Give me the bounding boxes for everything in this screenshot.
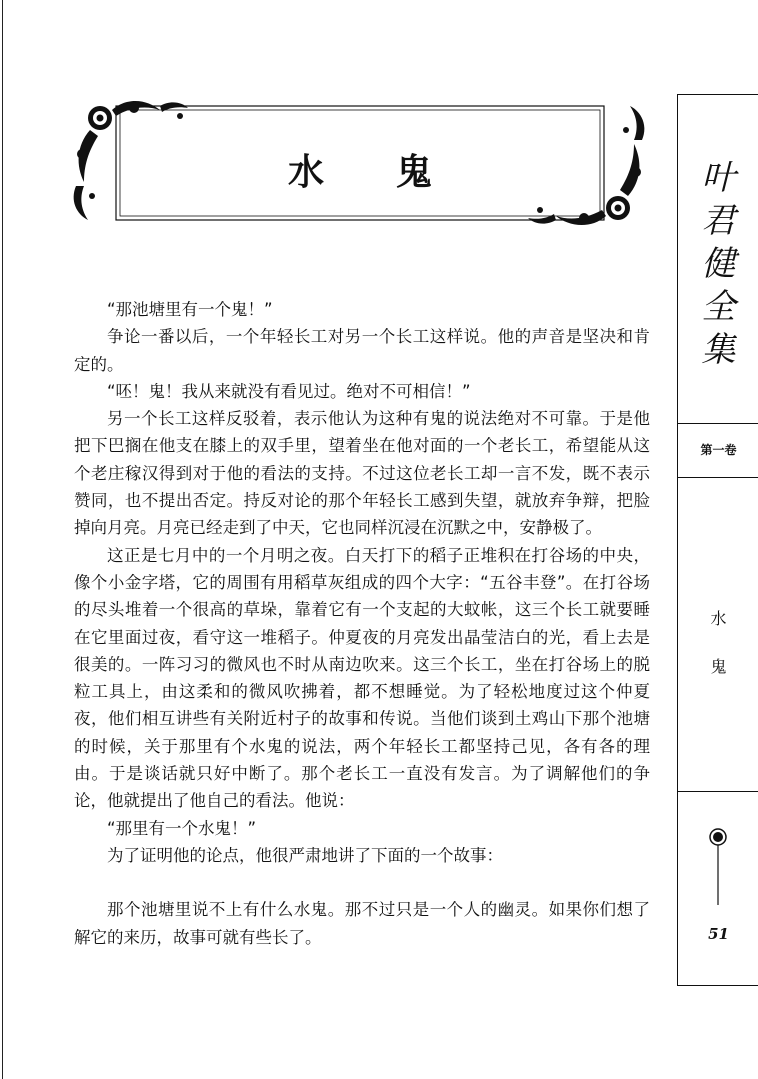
paragraph: 这正是七月中的一个月明之夜。白天打下的稻子正堆积在打谷场的中央，像个小金字塔，它的周围有用稻草灰组成的四个大字：“五谷丰登”。在打谷场的尽头堆着一个很高的草垛，靠着它有一个支起的大蚊帐，这三个长工就要睡在它里面过夜，看守这一堆稻子。仲夏夜的月亮发出晶莹洁白的光，看上去是很美的。一阵习习的微风也不时从南边吹来。这三个长工，坐在打谷场上的脱粒工具上，由这柔和的微风吹拂着，都不想睡觉。为了轻松地度过这个仲夏夜，他们相互讲些有关附近村子的故事和传说。当他们谈到土鸡山下那个池塘的时候，关于那里有个水鬼的说法，两个年轻长工都坚持己见，各有各的理由。于是谈话就只好中断了。那个老长工一直没有发言。为了调解他们的争论，他就提出了他自己的看法。他说： [74,545,650,811]
series-title-char: 叶 [701,158,736,198]
series-title-char: 集 [701,330,736,370]
chapter-title: 水鬼 [287,152,504,193]
title-frame [70,96,650,230]
paragraph: 那个池塘里说不上有什么水鬼。那不过只是一个人的幽灵。如果你们想了解它的来历，故事可就有些长了。 [74,900,650,947]
paragraph: 为了证明他的论点，他很严肃地讲了下面的一个故事： [107,845,503,865]
sidebar [677,94,758,986]
paragraph: “那里有一个水鬼！” [107,818,257,838]
volume-label: 第一卷 [700,443,737,457]
series-title-char: 健 [701,244,736,284]
divider [678,477,758,478]
divider [678,791,758,792]
sidebar-chapter-char: 水 [710,609,727,628]
paragraph: “那池塘里有一个鬼！” [107,300,273,319]
page-number: 51 [708,925,729,943]
paragraph: 争论一番以后，一个年轻长工对另一个长工这样说。他的声音是坚决和肯定的。 [74,327,650,374]
series-title-char: 君 [701,201,736,241]
page-edge-line [2,0,3,1079]
page-marker-icon [706,825,730,905]
paragraph: “呸！鬼！我从来就没有看见过。绝对不可相信！” [107,381,471,401]
series-title-char: 全 [701,287,736,327]
sidebar-chapter-char: 鬼 [710,657,727,676]
body-text [74,296,650,951]
sidebar-chapter-title [678,595,758,691]
series-title [678,157,758,372]
paragraph: 另一个长工这样反驳着，表示他认为这种有鬼的说法绝对不可靠。于是他把下巴搁在他支在膝上的双手里，望着坐在他对面的一个老长工，希望能从这个老庄稼汉得到对于他的看法的支持。不过这位老长工却一言不发，既不表示赞同，也不提出否定。持反对论的那个年轻长工感到失望，就放弃争辩，把脸掉向月亮。月亮已经走到了中天，它也同样沉浸在沉默之中，安静极了。 [74,409,650,538]
divider [678,423,758,424]
